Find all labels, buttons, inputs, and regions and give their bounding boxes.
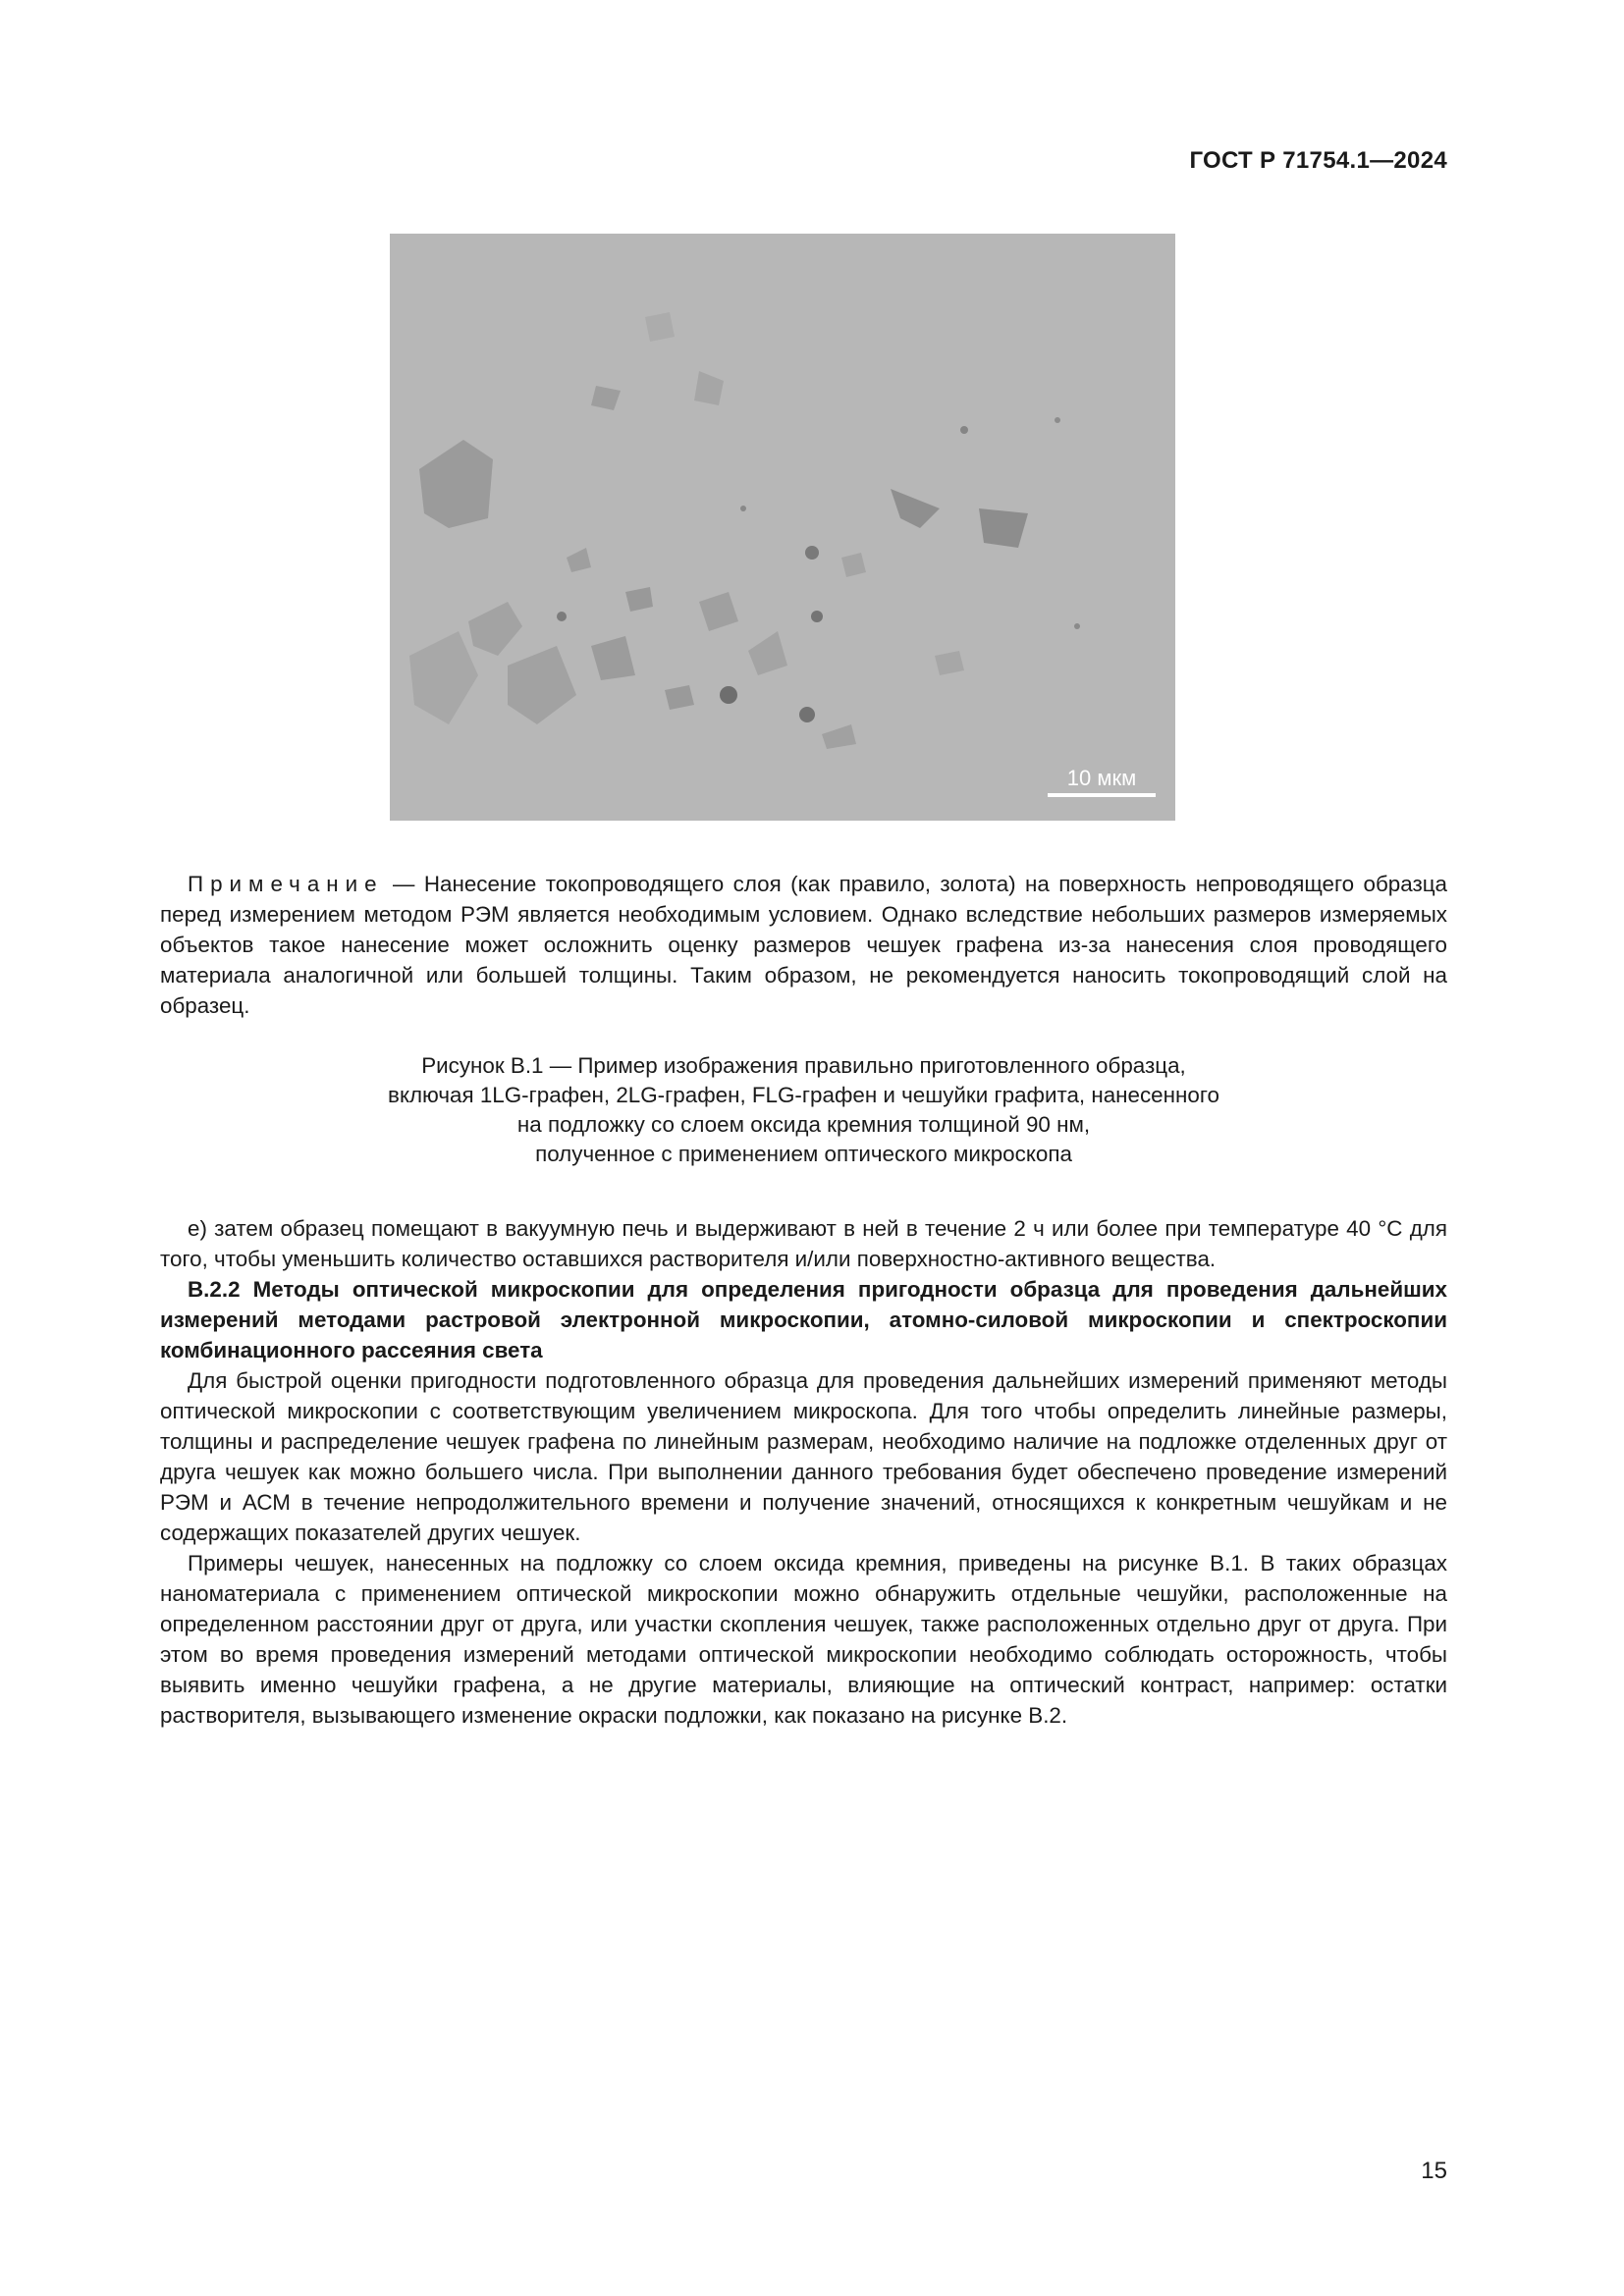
graphite-flake bbox=[811, 611, 823, 622]
caption-line: полученное с применением оптического микроскопа bbox=[535, 1142, 1072, 1166]
caption-line: Рисунок В.1 — Пример изображения правильно приготовленного образца, bbox=[421, 1053, 1186, 1078]
scale-bar-label: 10 мкм bbox=[1066, 766, 1137, 790]
graphite-flake bbox=[1074, 623, 1080, 629]
page-number: 15 bbox=[1421, 2158, 1447, 2184]
graphene-flake bbox=[645, 312, 675, 342]
scale-bar bbox=[1048, 793, 1156, 797]
graphite-flake bbox=[720, 686, 737, 704]
document-standard-number: ГОСТ Р 71754.1—2024 bbox=[1189, 147, 1447, 174]
figure-note bbox=[160, 869, 1447, 1021]
graphite-flake bbox=[740, 506, 746, 511]
paragraph: Для быстрой оценки пригодности подготовленного образца для проведения дальнейших измерений применяют методы оптической микроскопии с соответствующим увеличением микроскопа. Для того чтобы определить линейные размеры, толщины и распределение чешуек графена по линейным размерам, необходимо наличие на подложке отделенных друг от друга чешуек как можно большего числа. При выполнении данного требования будет обеспечено проведение измерений РЭМ и АСМ в течение непродолжительного времени и получение значений, относящихся к конкретным чешуйкам и не содержащих показателей других чешуек. bbox=[160, 1368, 1447, 1545]
graphite-flake bbox=[799, 707, 815, 722]
caption-line: на подложку со слоем оксида кремния толщиной 90 нм, bbox=[516, 1112, 1091, 1137]
graphite-flake bbox=[1055, 417, 1060, 423]
graphite-flake bbox=[960, 426, 968, 434]
graphite-flake bbox=[557, 612, 567, 621]
note-label: Примечание bbox=[188, 872, 384, 896]
section-heading: В.2.2 Методы оптической микроскопии для определения пригодности образца для проведения дальнейших измерений методами растровой электронной микроскопии, атомно-силовой микроскопии и спектроскопии комбинационного рассеяния света bbox=[160, 1277, 1447, 1362]
optical-micrograph-figure bbox=[390, 234, 1175, 821]
list-item-e: е) затем образец помещают в вакуумную печь и выдерживают в ней в течение 2 ч или более при температуре 40 °С для того, чтобы уменьшить количество оставшихся растворителя и/или поверхностно-активного вещества. bbox=[160, 1216, 1447, 1271]
paragraph: Примеры чешуек, нанесенных на подложку со слоем оксида кремния, приведены на рисунке В.1. В таких образцах наноматериала с применением оптической микроскопии можно обнаружить отдельные чешуйки, расположенные на определенном расстоянии друг от друга, или участки скопления чешуек, также расположенных отдельно друг от друга. При этом во время проведения измерений методами оптической микроскопии необходимо соблюдать осторожность, чтобы выявить именно чешуйки графена, а не другие материалы, влияющие на оптический контраст, например: остатки растворителя, вызывающего изменение окраски подложки, как показано на рисунке В.2. bbox=[160, 1551, 1447, 1728]
caption-line: включая 1LG-графен, 2LG-графен, FLG-графен и чешуйки графита, нанесенного bbox=[388, 1083, 1219, 1107]
body-text bbox=[160, 1213, 1447, 1731]
graphite-flake bbox=[805, 546, 819, 560]
figure-caption bbox=[160, 1051, 1447, 1169]
note-text: — Нанесение токопроводящего слоя (как правило, золота) на поверхность непроводящего образца перед измерением методом РЭМ является необходимым условием. Однако вследствие небольших размеров измеряемых объектов такое нанесение может осложнить оценку размеров чешуек графена из-за нанесения слоя проводящего материала аналогичной или большей толщины. Таким образом, не рекомендуется наносить токопроводящий слой на образец. bbox=[160, 872, 1447, 1018]
